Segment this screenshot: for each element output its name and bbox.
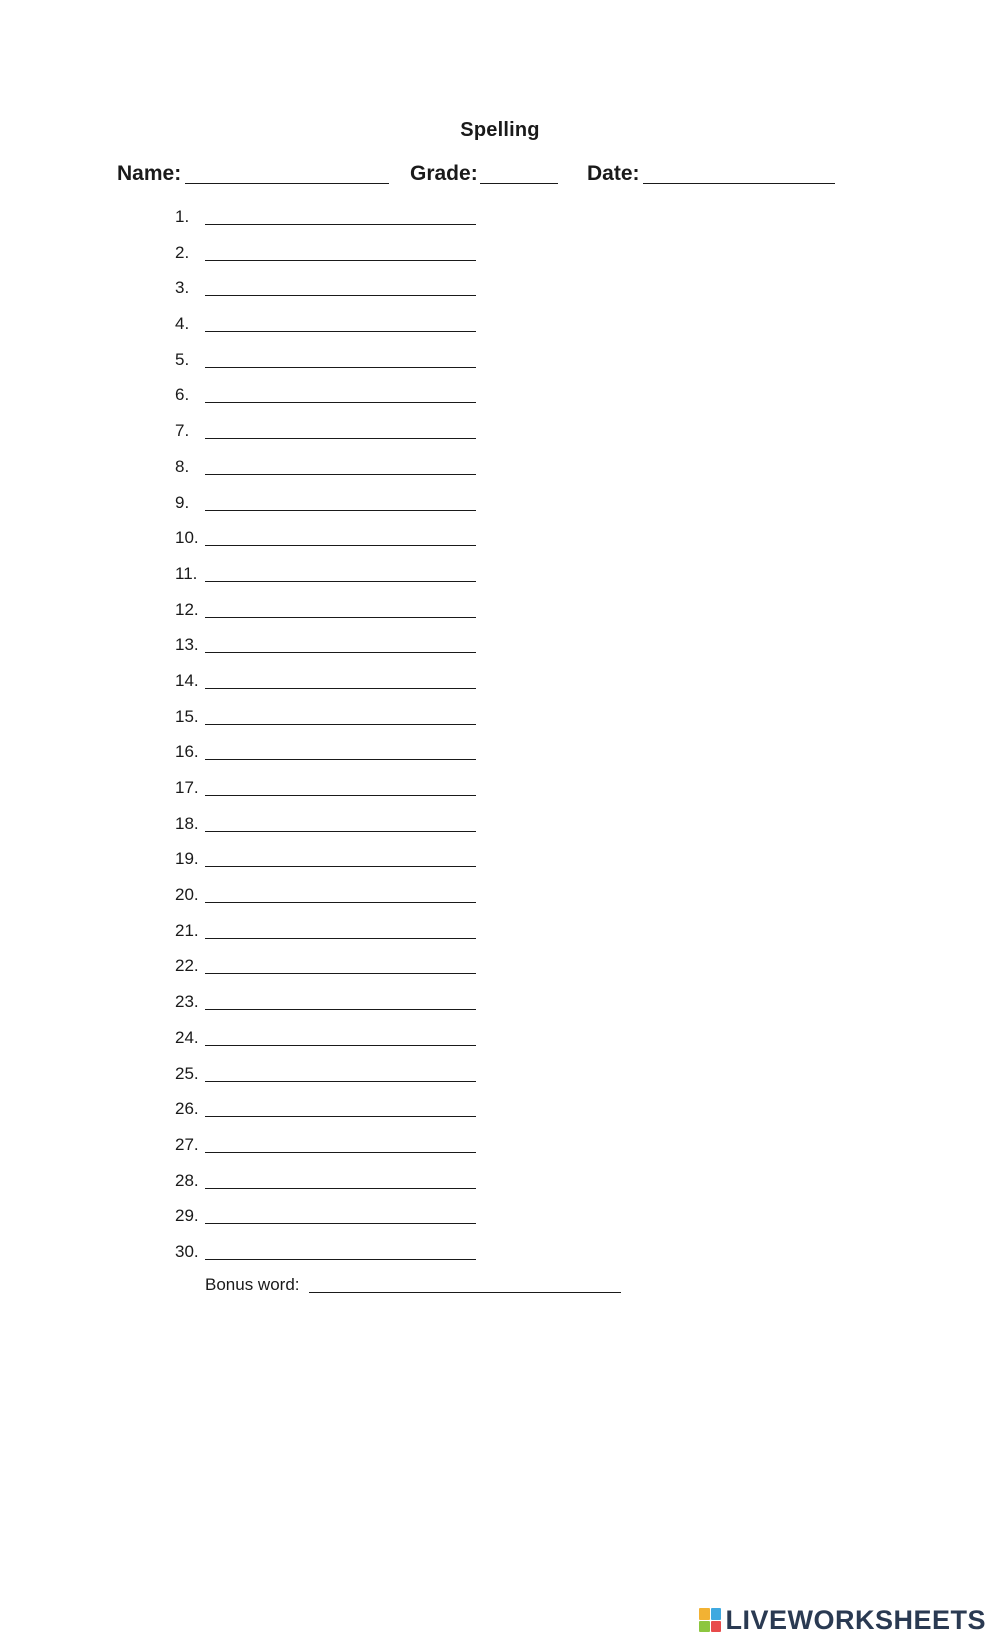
item-number: 10. [175,528,199,548]
answer-blank[interactable] [205,1081,476,1082]
answer-blank[interactable] [205,1259,476,1260]
spelling-item [175,452,495,488]
spelling-item [175,880,495,916]
spelling-item [175,916,495,952]
answer-blank[interactable] [205,1152,476,1153]
answer-blank[interactable] [205,295,476,296]
answer-blank[interactable] [205,510,476,511]
name-blank[interactable] [185,183,389,184]
item-number: 8. [175,456,190,476]
answer-blank[interactable] [205,1009,476,1010]
spelling-item [175,1237,495,1273]
answer-blank[interactable] [205,438,476,439]
spelling-item [175,380,495,416]
item-number: 2. [175,242,190,262]
item-number: 3. [175,278,190,298]
logo-square [711,1621,722,1633]
bonus-word-field[interactable] [205,1271,625,1301]
item-number: 19. [175,849,199,869]
item-number: 24. [175,1027,199,1047]
liveworksheets-logo-icon [699,1608,721,1632]
item-number: 18. [175,813,199,833]
spelling-item [175,1201,495,1237]
answer-blank[interactable] [205,724,476,725]
spelling-item [175,1094,495,1130]
date-field[interactable] [587,160,847,190]
spelling-item [175,345,495,381]
answer-blank[interactable] [205,331,476,332]
spelling-item [175,987,495,1023]
date-blank[interactable] [643,183,835,184]
item-number: 4. [175,314,190,334]
spelling-item [175,1023,495,1059]
item-number: 9. [175,492,190,512]
spelling-item [175,309,495,345]
answer-blank[interactable] [205,260,476,261]
item-number: 11. [175,563,198,583]
spelling-item [175,523,495,559]
item-number: 5. [175,349,190,369]
item-number: 7. [175,421,190,441]
answer-blank[interactable] [205,902,476,903]
item-number: 22. [175,956,199,976]
answer-blank[interactable] [205,367,476,368]
grade-label: Grade: [410,162,478,185]
answer-blank[interactable] [205,831,476,832]
spelling-item [175,1130,495,1166]
answer-blank[interactable] [205,795,476,796]
page-title: Spelling [460,119,540,141]
answer-blank[interactable] [205,866,476,867]
answer-blank[interactable] [205,973,476,974]
spelling-item [175,630,495,666]
answer-blank[interactable] [205,402,476,403]
item-number: 1. [175,207,190,226]
answer-blank[interactable] [205,581,476,582]
logo-square [711,1608,722,1620]
item-number: 15. [175,706,199,726]
spelling-item [175,702,495,738]
answer-blank[interactable] [205,938,476,939]
item-number: 17. [175,778,199,797]
answer-blank[interactable] [205,617,476,618]
item-number: 13. [175,635,199,655]
liveworksheets-brand [699,1605,986,1635]
name-label: Name: [117,162,182,185]
spelling-item [175,809,495,845]
worksheet-header [117,160,847,190]
item-number: 29. [175,1206,199,1226]
logo-square [699,1621,710,1633]
grade-blank[interactable] [480,183,558,184]
spelling-item [175,273,495,309]
answer-blank[interactable] [205,1188,476,1189]
spelling-item [175,559,495,595]
item-number: 16. [175,742,199,762]
spelling-item [175,202,495,238]
item-number: 25. [175,1063,199,1083]
item-number: 30. [175,1241,199,1261]
bonus-word-label: Bonus word: [205,1275,300,1294]
brand-text: LIVEWORKSHEETS [725,1604,986,1635]
item-number: 23. [175,992,199,1012]
logo-square [699,1608,710,1620]
spelling-item [175,595,495,631]
spelling-word-list [175,202,495,1273]
spelling-item [175,1166,495,1202]
answer-blank[interactable] [205,545,476,546]
spelling-item [175,773,495,809]
date-label: Date: [587,162,640,185]
answer-blank[interactable] [205,688,476,689]
name-field[interactable] [117,160,389,190]
item-number: 26. [175,1099,199,1119]
spelling-item [175,666,495,702]
answer-blank[interactable] [205,652,476,653]
spelling-item [175,951,495,987]
spelling-item [175,238,495,274]
item-number: 6. [175,385,190,405]
answer-blank[interactable] [205,1223,476,1224]
item-number: 28. [175,1170,199,1190]
item-number: 12. [175,599,199,619]
spelling-item [175,1059,495,1095]
answer-blank[interactable] [205,1045,476,1046]
item-number: 20. [175,885,199,905]
answer-blank[interactable] [205,1116,476,1117]
bonus-word-blank[interactable] [309,1292,621,1293]
spelling-item [175,416,495,452]
spelling-item [175,844,495,880]
spelling-item [175,737,495,773]
item-number: 21. [175,920,199,940]
item-number: 14. [175,670,199,690]
answer-blank[interactable] [205,224,476,225]
spelling-item [175,488,495,524]
answer-blank[interactable] [205,759,476,760]
item-number: 27. [175,1134,199,1154]
answer-blank[interactable] [205,474,476,475]
